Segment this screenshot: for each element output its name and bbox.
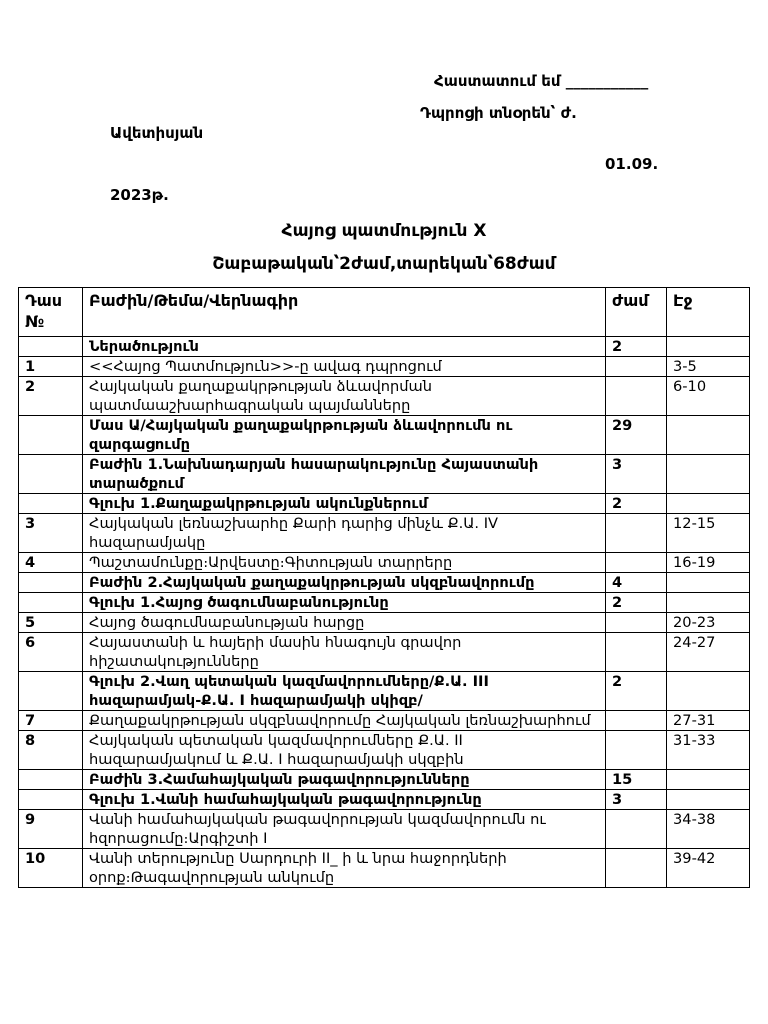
hours-cell: 29 [606, 416, 667, 455]
pages-cell [667, 770, 750, 790]
column-header-lesson: Դաս № [19, 288, 83, 337]
lesson-number-cell [19, 593, 83, 613]
table-row [19, 672, 750, 711]
document-title: Հայոց պատմություն X [281, 221, 487, 241]
hours-cell [606, 731, 667, 770]
pages-cell: 39-42 [667, 849, 750, 888]
topic-cell: Պաշտամունքը։Արվեստը։Գիտության տարրերը [83, 553, 606, 573]
lesson-number-cell: 6 [19, 633, 83, 672]
lesson-number-cell: 4 [19, 553, 83, 573]
lesson-number-cell: 9 [19, 810, 83, 849]
lesson-number-cell [19, 770, 83, 790]
director-title: Դպրոցի տնօրեն՝ ժ. [420, 104, 577, 122]
hours-cell: 15 [606, 770, 667, 790]
topic-cell: Հայկական պետական կազմավորումները Ք.Ա. II հազարամյակում և Ք.Ա. I հազարամյակի սկզբին [83, 731, 606, 770]
hours-cell [606, 514, 667, 553]
pages-cell [667, 573, 750, 593]
table-row [19, 613, 750, 633]
topic-cell: Հայոց ծագումնաբանության հարցը [83, 613, 606, 633]
hours-cell: 2 [606, 672, 667, 711]
lesson-number-cell [19, 416, 83, 455]
lesson-number-cell: 3 [19, 514, 83, 553]
date-day-month: 01.09. [605, 155, 659, 173]
table-row [19, 357, 750, 377]
lesson-number-cell [19, 455, 83, 494]
pages-cell: 6-10 [667, 377, 750, 416]
table-row [19, 633, 750, 672]
pages-cell: 12-15 [667, 514, 750, 553]
topic-cell: Գլուխ 1.Վանի համահայկական թագավորությունը [83, 790, 606, 810]
pages-cell [667, 790, 750, 810]
hours-cell: 2 [606, 337, 667, 357]
topic-cell: Բաժին 3.Համահայկական թագավորությունները [83, 770, 606, 790]
pages-cell: 34-38 [667, 810, 750, 849]
lesson-number-cell [19, 573, 83, 593]
hours-cell [606, 633, 667, 672]
pages-cell [667, 455, 750, 494]
topic-cell: Մաս Ա/Հայկական քաղաքակրթության ձևավորումն ու զարգացումը [83, 416, 606, 455]
pages-cell: 27-31 [667, 711, 750, 731]
lesson-number-cell [19, 494, 83, 514]
table-row [19, 455, 750, 494]
table-header-row [19, 288, 750, 337]
pages-cell: 16-19 [667, 553, 750, 573]
topic-cell: Ներածություն [83, 337, 606, 357]
table-row [19, 731, 750, 770]
lesson-number-cell [19, 672, 83, 711]
table-row [19, 810, 750, 849]
hours-cell: 2 [606, 494, 667, 514]
table-row [19, 593, 750, 613]
lesson-number-cell: 8 [19, 731, 83, 770]
lesson-number-cell: 1 [19, 357, 83, 377]
hours-cell [606, 357, 667, 377]
hours-cell [606, 810, 667, 849]
table-row [19, 514, 750, 553]
topic-cell: Գլուխ 1.Հայոց ծագումնաբանությունը [83, 593, 606, 613]
column-header-topic: Բաժին/Թեմա/Վերնագիր [83, 288, 606, 337]
topic-cell: Գլուխ 1.Քաղաքակրթության ակունքներում [83, 494, 606, 514]
pages-cell [667, 494, 750, 514]
lesson-number-cell [19, 337, 83, 357]
table-row [19, 770, 750, 790]
pages-cell [667, 416, 750, 455]
hours-cell: 2 [606, 593, 667, 613]
hours-cell [606, 711, 667, 731]
pages-cell: 24-27 [667, 633, 750, 672]
topic-cell: Վանի համահայկական թագավորության կազմավորումն ու հզորացումը։Արգիշտի I [83, 810, 606, 849]
hours-cell: 4 [606, 573, 667, 593]
topic-cell: <<Հայոց Պատմություն>>-ը ավագ դպրոցում [83, 357, 606, 377]
table-row [19, 416, 750, 455]
hours-cell [606, 613, 667, 633]
document-subtitle: Շաբաթական՝2ժամ,տարեկան՝68ժամ [212, 254, 556, 274]
lesson-plan-table [18, 287, 750, 888]
hours-cell [606, 553, 667, 573]
column-header-pages: Էջ [667, 288, 750, 337]
lesson-number-cell: 5 [19, 613, 83, 633]
pages-cell [667, 672, 750, 711]
table-row [19, 553, 750, 573]
hours-cell [606, 849, 667, 888]
lesson-number-cell: 7 [19, 711, 83, 731]
table-row [19, 337, 750, 357]
pages-cell: 3-5 [667, 357, 750, 377]
date-year: 2023թ. [110, 186, 169, 204]
lesson-number-cell: 2 [19, 377, 83, 416]
lesson-number-cell [19, 790, 83, 810]
pages-cell [667, 337, 750, 357]
topic-cell: Քաղաքակրթության սկզբնավորումը Հայկական լեռնաշխարհում [83, 711, 606, 731]
table-row [19, 711, 750, 731]
table-row [19, 790, 750, 810]
topic-cell: Բաժին 2.Հայկական քաղաքակրթության սկզբնավորումը [83, 573, 606, 593]
pages-cell [667, 593, 750, 613]
table-row [19, 573, 750, 593]
table-row [19, 849, 750, 888]
hours-cell [606, 377, 667, 416]
table-body [19, 337, 750, 888]
hours-cell: 3 [606, 790, 667, 810]
topic-cell: Բաժին 1.Նախնադարյան հասարակությունը Հայաստանի տարածքում [83, 455, 606, 494]
director-name: Ավետիսյան [110, 124, 204, 142]
topic-cell: Հայկական լեռնաշխարհը Քարի դարից մինչև Ք.Ա. IV հազարամյակը [83, 514, 606, 553]
topic-cell: Հայաստանի և հայերի մասին հնագույն գրավոր հիշատակությունները [83, 633, 606, 672]
lesson-number-cell: 10 [19, 849, 83, 888]
column-header-hours: ժամ [606, 288, 667, 337]
table-row [19, 377, 750, 416]
topic-cell: Վանի տերությունը Սարդուրի II_ ի և նրա հաջորդների օրոք։Թագավորության անկումը [83, 849, 606, 888]
pages-cell: 31-33 [667, 731, 750, 770]
pages-cell: 20-23 [667, 613, 750, 633]
topic-cell: Գլուխ 2.Վաղ պետական կազմավորումները/Ք.Ա. III հազարամյակ-Ք.Ա. I հազարամյակի սկիզբ/ [83, 672, 606, 711]
topic-cell: Հայկական քաղաքակրթության ձևավորման պատմաաշխարհագրական պայմանները [83, 377, 606, 416]
approval-line: Հաստատում եմ ___________ [434, 72, 649, 90]
hours-cell: 3 [606, 455, 667, 494]
table-row [19, 494, 750, 514]
